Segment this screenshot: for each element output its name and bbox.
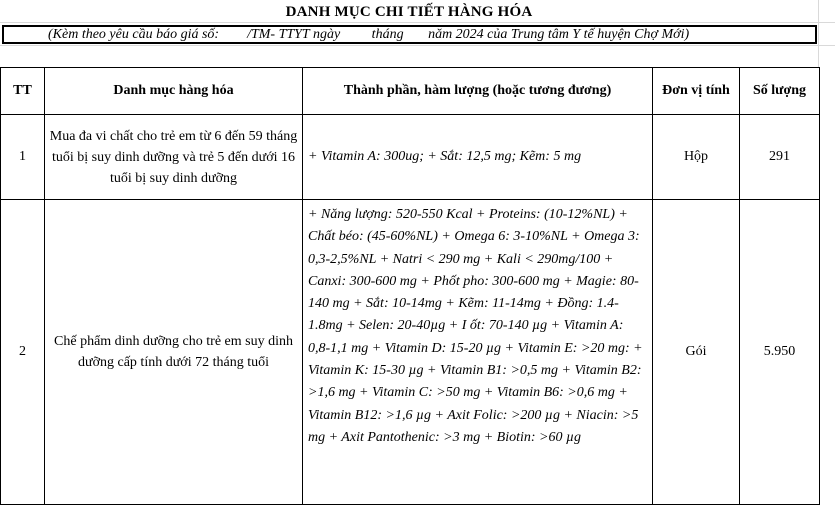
cell-tt: 2 (1, 200, 45, 505)
header-spec: Thành phần, hàm lượng (hoặc tương đương) (303, 68, 653, 115)
cell-unit: Hộp (653, 115, 740, 200)
header-tt: TT (1, 68, 45, 115)
cell-tt: 1 (1, 115, 45, 200)
gridline (0, 22, 835, 23)
table-row (1, 200, 820, 505)
cell-spec: + Năng lượng: 520-550 Kcal + Proteins: (10-12%NL) + Chất béo: (45-60%NL) + Omega 6: 3-10%NL + Omega 3: 0,3-2,5%NL + Natri < 290 mg + Kali < 290mg/100 + Canxi: 300-600 mg + Phốt pho: 300-600 mg + Magie: 80-140 mg + Sắt: 10-14mg + Kẽm: 11-14mg + Đồng: 1.4-1.8mg + Selen: 20-40µg + I ốt: 70-140 µg + Vitamin A: 0,8-1,1 mg + Vitamin D: 15-20 µg + Vitamin E: >20 mg: + Vitamin K: 15-30 µg + Vitamin B1: >0,5 mg + Vitamin B2: >1,6 mg + Vitamin C: >50 mg + Vitamin B6: >0,6 mg + Vitamin B12: >1,6 µg + Axit Folic: >200 µg + Niacin: >5 mg + Axit Pantothenic: >3 mg + Biotin: >60 µg (303, 200, 653, 505)
document-title: DANH MỤC CHI TIẾT HÀNG HÓA (285, 4, 533, 20)
cell-unit: Gói (653, 200, 740, 505)
cell-qty: 291 (740, 115, 820, 200)
gridline (0, 45, 835, 46)
cell-name: Mua đa vi chất cho trẻ em từ 6 đến 59 tháng tuổi bị suy dinh dưỡng và trẻ 5 đến dưới 16 tuổi bị suy dinh dưỡng (45, 115, 303, 200)
cell-spec: + Vitamin A: 300ug; + Sắt: 12,5 mg; Kẽm: 5 mg (303, 115, 653, 200)
table-row (1, 115, 820, 200)
cell-name: Chế phẩm dinh dưỡng cho trẻ em suy dinh dưỡng cấp tính dưới 72 tháng tuổi (45, 200, 303, 505)
items-table (0, 67, 820, 505)
cell-qty: 5.950 (740, 200, 820, 505)
header-name: Danh mục hàng hóa (45, 68, 303, 115)
table-header-row (1, 68, 820, 115)
header-unit: Đơn vị tính (653, 68, 740, 115)
header-qty: Số lượng (740, 68, 820, 115)
document-subtitle: (Kèm theo yêu cầu báo giá số: /TM- TTYT ngày tháng năm 2024 của Trung tâm Y tế huyện Chợ Mới) (2, 25, 817, 44)
